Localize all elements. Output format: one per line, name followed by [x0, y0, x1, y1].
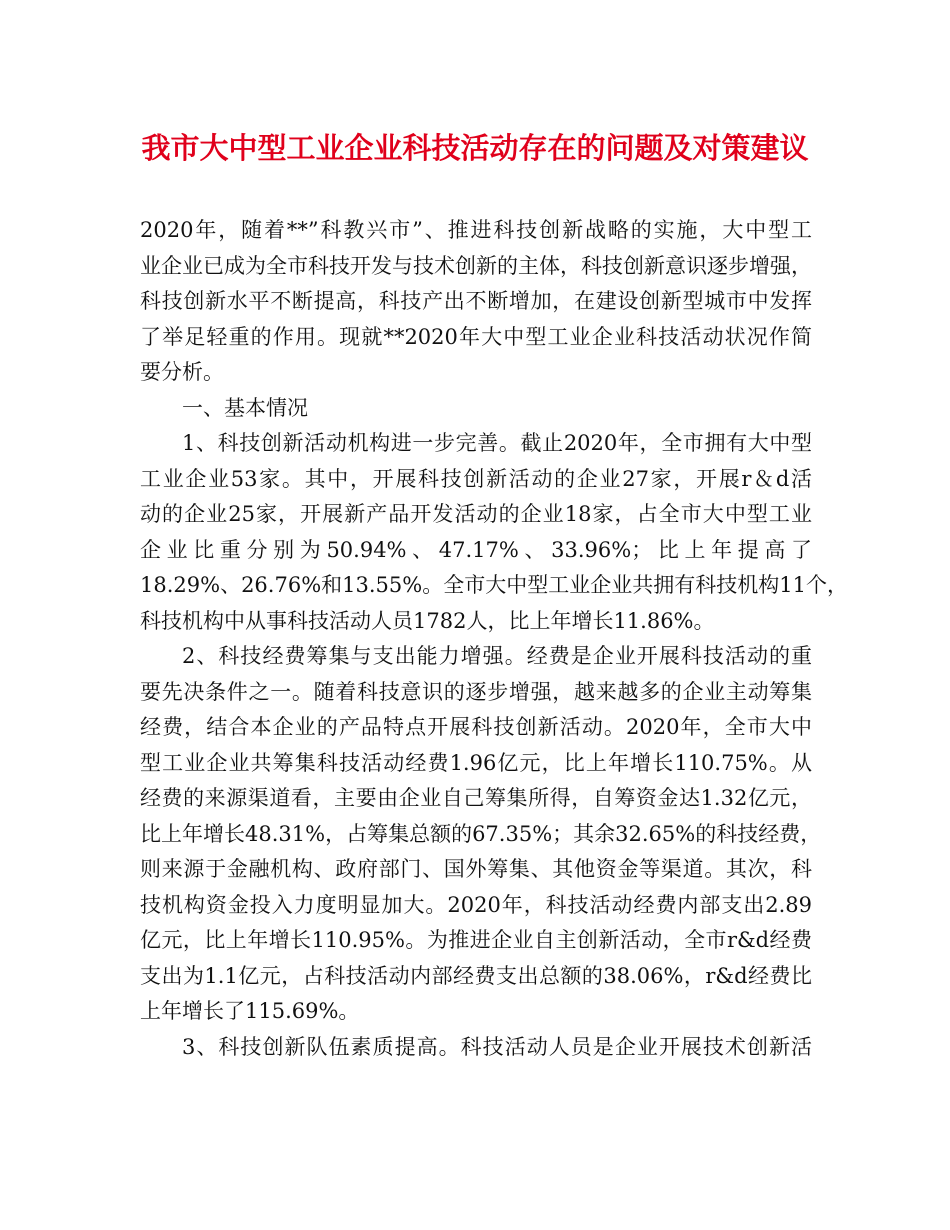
document-title: 我市大中型工业企业科技活动存在的问题及对策建议: [141, 131, 809, 165]
text-line: 了举足轻重的作用。现就**2020年大中型工业企业科技活动状况作简: [140, 324, 812, 349]
document-body: [140, 213, 848, 1065]
text-line: 业企业已成为全市科技开发与技术创新的主体，科技创新意识逐步增强，: [140, 253, 812, 278]
text-line: 科技机构中从事科技活动人员1782人，比上年增长11.86%。: [140, 608, 715, 633]
text-line: 企业比重分别为50.94%、47.17%、33.96%；比上年提高了: [140, 537, 812, 562]
text-line: 型工业企业共筹集科技活动经费1.96亿元，比上年增长110.75%。从: [140, 750, 812, 775]
text-line: 动的企业25家，开展新产品开发活动的企业18家，占全市大中型工业: [140, 502, 812, 526]
text-line: 技机构资金投入力度明显加大。2020年，科技活动经费内部支出2.89: [140, 892, 812, 917]
text-line: 3、科技创新队伍素质提高。科技活动人员是企业开展技术创新活: [182, 1034, 812, 1059]
text-line: 比上年增长48.31%，占筹集总额的67.35%；其余32.65%的科技经费，: [140, 821, 822, 846]
paragraph-2: [140, 639, 822, 1030]
text-line: 要先决条件之一。随着科技意识的逐步增强，越来越多的企业主动筹集: [140, 679, 812, 704]
text-line: 18.29%、26.76%和13.55%。全市大中型工业企业共拥有科技机构11个，: [140, 573, 848, 597]
text-line: 要分析。: [140, 360, 224, 384]
text-line: 2020年，随着**”科教兴市”、推进科技创新战略的实施，大中型工: [140, 218, 812, 242]
paragraph-3: [140, 1030, 812, 1066]
text-line: 支出为1.1亿元，占科技活动内部经费支出总额的38.06%，r&d经费比: [140, 963, 812, 988]
text-line: 科技创新水平不断提高，科技产出不断增加，在建设创新型城市中发挥: [140, 289, 812, 313]
text-line: 则来源于金融机构、政府部门、国外筹集、其他资金等渠道。其次，科: [140, 857, 812, 881]
text-line: 1、科技创新活动机构进一步完善。截止2020年，全市拥有大中型: [182, 431, 812, 455]
section-heading: [140, 391, 812, 427]
text-line: 上年增长了115.69%。: [140, 999, 360, 1023]
text-line: 经费，结合本企业的产品特点开展科技创新活动。2020年，全市大中: [140, 715, 812, 739]
text-line: 经费的来源渠道看，主要由企业自己筹集所得，自筹资金达1.32亿元，: [140, 786, 812, 810]
section-heading-text: 一、基本情况: [182, 395, 308, 420]
text-line: 亿元，比上年增长110.95%。为推进企业自主创新活动，全市r&d经费: [140, 928, 812, 952]
text-line: 工业企业53家。其中，开展科技创新活动的企业27家，开展r＆d活: [140, 466, 812, 491]
paragraph-1: [140, 426, 848, 639]
intro-paragraph: [140, 213, 812, 391]
text-line: 2、科技经费筹集与支出能力增强。经费是企业开展科技活动的重: [182, 644, 812, 668]
